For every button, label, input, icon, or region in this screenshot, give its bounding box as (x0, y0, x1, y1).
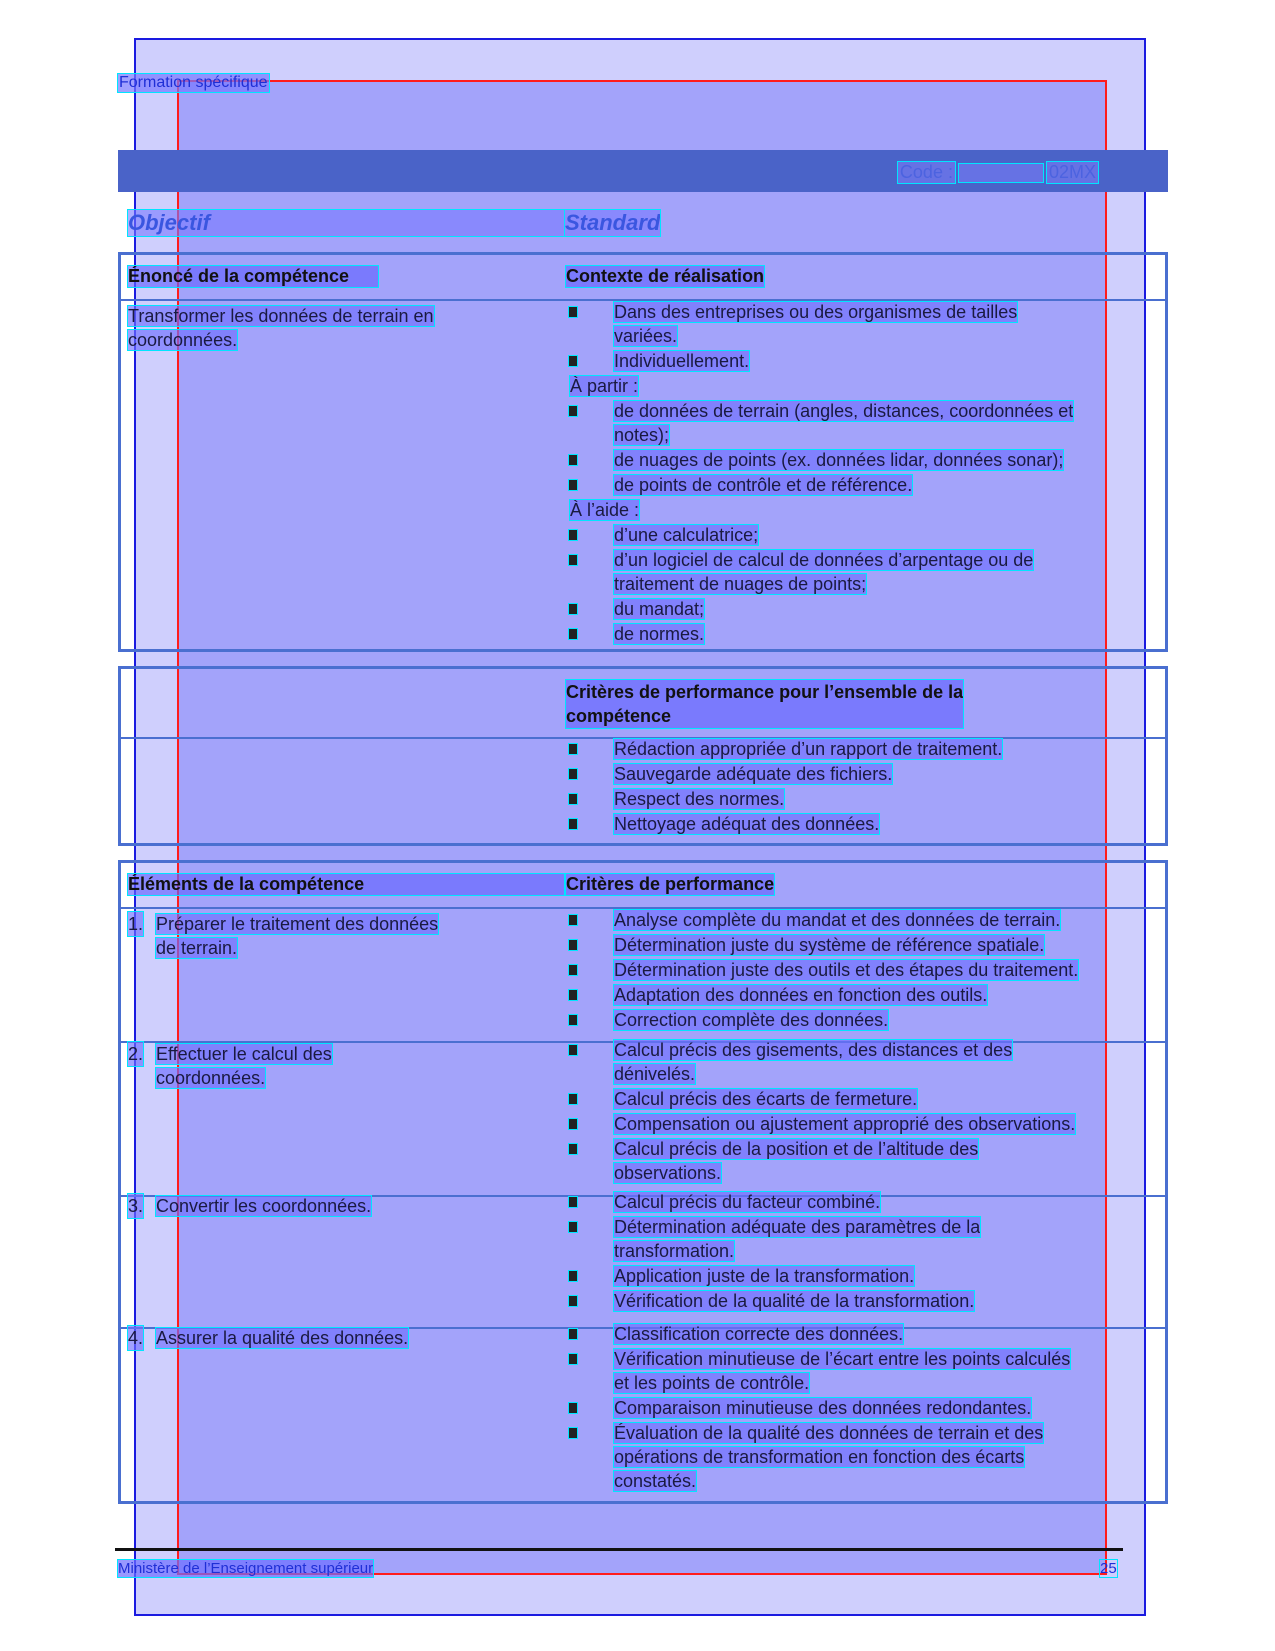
bullet-icon (569, 744, 577, 754)
context-item-line: de données de terrain (angles, distances, coordonnées et (614, 401, 1074, 421)
bullet-icon (569, 1119, 577, 1129)
context-item-line: À partir : (570, 376, 639, 396)
performance-criterion-line: Application juste de la transformation. (614, 1266, 915, 1286)
bullet-icon (569, 1329, 577, 1339)
bullet-icon (569, 819, 577, 829)
statement-line: Transformer les données de terrain en (128, 306, 434, 326)
footer-rule (115, 1548, 1123, 1551)
context-item-line: Dans des entreprises ou des organismes de tailles (614, 302, 1018, 322)
overall-criterion-text: Respect des normes. (614, 789, 785, 809)
performance-criterion-line: Calcul précis de la position et de l’altitude des (614, 1139, 979, 1159)
element-text-line: Préparer le traitement des données (156, 914, 439, 934)
performance-criterion-line: Adaptation des données en fonction des outils. (614, 985, 988, 1005)
context-item-line: de normes. (614, 624, 705, 644)
bullet-icon (569, 1045, 577, 1055)
context-item-line: de points de contrôle et de référence. (614, 475, 913, 495)
element-text-line: coordonnées. (156, 1068, 266, 1088)
statement-header: Énoncé de la compétence (128, 266, 378, 287)
code-band (118, 150, 1168, 192)
context-item-line: du mandat; (614, 599, 705, 619)
bullet-icon (569, 555, 577, 565)
bullet-icon (569, 480, 577, 490)
bullet-icon (569, 1403, 577, 1413)
performance-criterion-line: transformation. (614, 1241, 735, 1261)
bullet-icon (569, 1144, 577, 1154)
element-number: 3. (128, 1196, 144, 1216)
overall-criteria-header-line: compétence (566, 706, 672, 726)
overall-criteria-header-line: Critères de performance pour l’ensemble de la (566, 682, 964, 702)
criteria-header: Critères de performance (566, 874, 775, 894)
performance-criterion-line: dénivelés. (614, 1064, 696, 1084)
context-item-line: de nuages de points (ex. données lidar, données sonar); (614, 450, 1064, 470)
context-item-line: d’un logiciel de calcul de données d’arpentage ou de (614, 550, 1034, 570)
performance-criterion-line: Détermination juste des outils et des étapes du traitement. (614, 960, 1079, 980)
code-blank (959, 164, 1043, 182)
overall-criterion-text: Nettoyage adéquat des données. (614, 814, 880, 834)
bullet-icon (569, 915, 577, 925)
bullet-icon (569, 406, 577, 416)
bullet-icon (569, 1197, 577, 1207)
performance-criterion-line: Calcul précis des écarts de fermeture. (614, 1089, 918, 1109)
context-item-line: traitement de nuages de points; (614, 574, 867, 594)
bullet-icon (569, 530, 577, 540)
performance-criterion-line: constatés. (614, 1471, 697, 1491)
page-number: 25 (1100, 1560, 1117, 1577)
bullet-icon (569, 1296, 577, 1306)
performance-criterion-line: et les points de contrôle. (614, 1373, 810, 1393)
performance-criterion-line: Compensation ou ajustement approprié des observations. (614, 1114, 1076, 1134)
performance-criterion-line: Vérification minutieuse de l’écart entre les points calculés (614, 1349, 1071, 1369)
performance-criterion-line: Classification correcte des données. (614, 1324, 904, 1344)
performance-criterion-line: observations. (614, 1163, 722, 1183)
performance-criterion-line: Vérification de la qualité de la transformation. (614, 1291, 975, 1311)
bullet-icon (569, 1222, 577, 1232)
context-header: Contexte de réalisation (566, 266, 765, 286)
bullet-icon (569, 356, 577, 366)
bullet-icon (569, 1015, 577, 1025)
context-item-line: d’une calculatrice; (614, 525, 759, 545)
overall-criteria-header (566, 680, 963, 728)
element-number: 2. (128, 1044, 144, 1064)
performance-criterion-line: Calcul précis du facteur combiné. (614, 1192, 881, 1212)
performance-criterion-line: Comparaison minutieuse des données redondantes. (614, 1398, 1032, 1418)
bullet-icon (569, 1271, 577, 1281)
performance-criterion-line: Détermination adéquate des paramètres de la (614, 1217, 981, 1237)
bullet-icon (569, 1428, 577, 1438)
context-item-line: variées. (614, 326, 678, 346)
element-text-line: Assurer la qualité des données. (156, 1328, 409, 1348)
elements-header: Éléments de la compétence (128, 874, 564, 895)
bullet-icon (569, 940, 577, 950)
bullet-icon (569, 604, 577, 614)
bullet-icon (569, 769, 577, 779)
code-label: Code : (899, 162, 953, 182)
context-item-line: Individuellement. (614, 351, 750, 371)
performance-criterion-line: Correction complète des données. (614, 1010, 889, 1030)
performance-criterion-line: opérations de transformation en fonction des écarts (614, 1447, 1025, 1467)
element-number: 1. (128, 914, 144, 934)
bullet-icon (569, 629, 577, 639)
element-text-line: Convertir les coordonnées. (156, 1196, 372, 1216)
program-header: Formation spécifique (119, 74, 268, 91)
element-text-line: de terrain. (156, 938, 238, 958)
context-item-line: notes); (614, 425, 670, 445)
standard-heading: Standard (565, 210, 661, 235)
element-number: 4. (128, 1328, 144, 1348)
performance-criterion-line: Détermination juste du système de référence spatiale. (614, 935, 1045, 955)
bullet-icon (569, 1094, 577, 1104)
overall-criterion-text: Sauvegarde adéquate des fichiers. (614, 764, 893, 784)
bullet-icon (569, 455, 577, 465)
performance-criterion-line: Analyse complète du mandat et des données de terrain. (614, 910, 1061, 930)
bullet-icon (569, 794, 577, 804)
bullet-icon (569, 990, 577, 1000)
context-item-line: À l’aide : (570, 500, 640, 520)
objective-heading: Objectif (128, 210, 564, 236)
performance-criterion-line: Calcul précis des gisements, des distances et des (614, 1040, 1013, 1060)
performance-criterion-line: Évaluation de la qualité des données de terrain et des (614, 1423, 1044, 1443)
bullet-icon (569, 1354, 577, 1364)
code-box (898, 162, 1098, 183)
statement-line: coordonnées. (128, 330, 238, 350)
element-text-line: Effectuer le calcul des (156, 1044, 332, 1064)
footer-ministry: Ministère de l’Enseignement supérieur (118, 1560, 374, 1577)
bullet-icon (569, 965, 577, 975)
code-value: 02MX (1048, 162, 1096, 182)
bullet-icon (569, 307, 577, 317)
competency-statement (128, 304, 608, 352)
overall-criterion-text: Rédaction appropriée d’un rapport de traitement. (614, 739, 1003, 759)
